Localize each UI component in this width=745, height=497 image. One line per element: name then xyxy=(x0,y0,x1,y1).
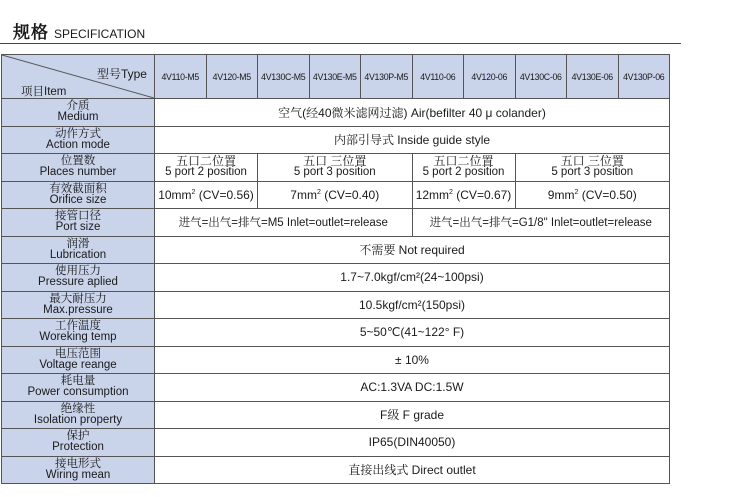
value-sup: 2 xyxy=(574,188,579,196)
spec-value: IP65(DIN40050) xyxy=(155,429,670,457)
row-label xyxy=(2,429,155,457)
value-base: 12mm xyxy=(415,187,450,202)
spec-row-orifice-size xyxy=(2,181,670,209)
row-label xyxy=(2,319,155,347)
spec-value: AC:1.3VA DC:1.5W xyxy=(155,374,670,402)
row-label-cn: 润滑 xyxy=(66,237,90,250)
row-label-en: Protection xyxy=(52,441,104,454)
row-label-en: Isolation property xyxy=(33,413,123,426)
model-header: 4V130P-M5 xyxy=(361,55,413,99)
value-base: 10mm xyxy=(158,187,192,202)
row-label xyxy=(2,264,155,292)
model-header: 4V130C-M5 xyxy=(258,55,310,99)
value-en: 5 port 2 position xyxy=(165,166,247,179)
spec-value xyxy=(258,181,413,209)
value-en: 5 port 3 position xyxy=(551,166,634,179)
row-label xyxy=(2,401,155,429)
spec-value: 内部引导式 Inside guide style xyxy=(155,126,670,154)
spec-value xyxy=(515,154,670,182)
row-label xyxy=(2,346,155,374)
row-label-cn: 有效截面积 xyxy=(49,182,107,195)
spec-row-protection xyxy=(2,429,670,457)
row-label-cn: 位置数 xyxy=(60,155,96,168)
model-header: 4V130E-M5 xyxy=(309,55,361,99)
value-cn: 五口 三位置 xyxy=(303,154,367,169)
model-header: 4V110-M5 xyxy=(155,55,207,99)
value-rest: (CV=0.67) xyxy=(452,187,512,202)
spec-value xyxy=(515,181,670,209)
spec-value: ± 10% xyxy=(155,346,670,374)
spec-value: 1.7~7.0kgf/cm²(24~100psi) xyxy=(155,264,670,292)
row-label-en: Medium xyxy=(57,111,99,124)
spec-row-voltage-range xyxy=(2,346,670,374)
model-header-row xyxy=(2,55,670,99)
spec-value: 不需要 Not required xyxy=(155,236,670,264)
row-label xyxy=(2,154,155,182)
value-rest: (CV=0.56) xyxy=(195,187,254,202)
row-label xyxy=(2,374,155,402)
value-rest: (CV=0.50) xyxy=(578,187,637,202)
spec-value xyxy=(412,154,515,182)
row-label xyxy=(2,126,155,154)
row-label-cn: 绝缘性 xyxy=(60,402,96,415)
row-label-cn: 动作方式 xyxy=(55,127,101,140)
spec-row-isolation-property xyxy=(2,401,670,429)
value-base: 9mm xyxy=(547,187,575,202)
corner-type-label: 型号Type xyxy=(96,67,147,81)
model-header: 4V120-06 xyxy=(464,55,516,99)
row-label-en: Woreking temp xyxy=(39,331,117,344)
spec-row-pressure-applied xyxy=(2,264,670,292)
row-label-en: Wiring mean xyxy=(45,468,111,481)
value-en: 5 port 3 position xyxy=(293,166,376,179)
value-cn: 五口二位置 xyxy=(433,154,494,169)
spec-row-action-mode xyxy=(2,126,670,154)
row-label-en: Power consumption xyxy=(27,386,129,399)
spec-value: 5~50℃(41~122° F) xyxy=(155,319,670,347)
value-base: 7mm xyxy=(290,187,317,202)
row-label-cn: 接管口径 xyxy=(55,210,101,223)
spec-row-power-consumption xyxy=(2,374,670,402)
spec-value: F级 F grade xyxy=(155,401,670,429)
corner-item-label: 项目Item xyxy=(21,86,67,98)
row-label-cn: 工作温度 xyxy=(55,320,101,333)
model-header: 4V130E-06 xyxy=(567,55,619,99)
value-cn: 五口二位置 xyxy=(175,154,236,169)
model-header: 4V120-M5 xyxy=(206,55,258,99)
row-label-cn: 接电形式 xyxy=(55,457,101,470)
row-label-cn: 介质 xyxy=(66,100,90,113)
spec-row-lubrication xyxy=(2,236,670,264)
row-label-en: Pressure aplied xyxy=(38,276,118,289)
row-label-en: Port size xyxy=(55,221,101,234)
spec-value: 直接出线式 Direct outlet xyxy=(155,456,670,484)
model-header: 4V110-06 xyxy=(412,55,464,99)
row-label xyxy=(2,99,155,127)
spec-row-wiring-mean xyxy=(2,456,670,484)
row-label-cn: 电压范围 xyxy=(55,347,101,360)
spec-row-medium xyxy=(2,99,670,127)
page-title xyxy=(13,18,146,42)
model-header: 4V130P-06 xyxy=(618,55,670,99)
spec-row-port-size xyxy=(2,209,670,237)
specification-table xyxy=(1,54,670,484)
value-sup: 2 xyxy=(316,188,321,196)
row-label-en: Places number xyxy=(39,166,117,179)
row-label-en: Action mode xyxy=(46,138,110,151)
row-label xyxy=(2,456,155,484)
model-header: 4V130C-06 xyxy=(515,55,567,99)
row-label-cn: 保护 xyxy=(66,430,90,443)
spec-value xyxy=(155,181,258,209)
spec-value xyxy=(412,181,515,209)
row-label-cn: 耗电量 xyxy=(60,375,96,388)
value-sup: 2 xyxy=(449,188,453,196)
spec-value: 10.5kgf/cm²(150psi) xyxy=(155,291,670,319)
spec-value xyxy=(155,154,258,182)
spec-row-places-number xyxy=(2,154,670,182)
title-chinese: 规格 xyxy=(13,23,49,42)
row-label-cn: 使用压力 xyxy=(55,265,101,278)
spec-value: 进气=出气=排气=M5 Inlet=outlet=release xyxy=(155,209,413,237)
spec-value: 进气=出气=排气=G1/8" Inlet=outlet=release xyxy=(412,209,670,237)
row-label-en: Lubrication xyxy=(49,248,107,261)
spec-value: 空气(经40微米滤网过滤) Air(befilter 40 μ colander) xyxy=(155,99,670,127)
header-corner-cell xyxy=(2,55,155,99)
row-label-en: Orifice size xyxy=(49,193,107,206)
spec-value xyxy=(258,154,413,182)
row-label-en: Voltage reange xyxy=(39,358,117,371)
value-en: 5 port 2 position xyxy=(422,166,505,179)
row-label xyxy=(2,209,155,237)
spec-row-working-temp xyxy=(2,319,670,347)
title-divider xyxy=(0,43,681,44)
value-rest: (CV=0.40) xyxy=(320,187,380,202)
spec-row-max-pressure xyxy=(2,291,670,319)
value-sup: 2 xyxy=(191,188,196,196)
row-label-cn: 最大耐压力 xyxy=(49,292,107,305)
row-label xyxy=(2,291,155,319)
row-label-en: Max.pressure xyxy=(43,303,113,316)
title-english: SPECIFICATION xyxy=(54,27,146,41)
row-label xyxy=(2,181,155,209)
row-label xyxy=(2,236,155,264)
value-cn: 五口 三位置 xyxy=(560,154,624,169)
